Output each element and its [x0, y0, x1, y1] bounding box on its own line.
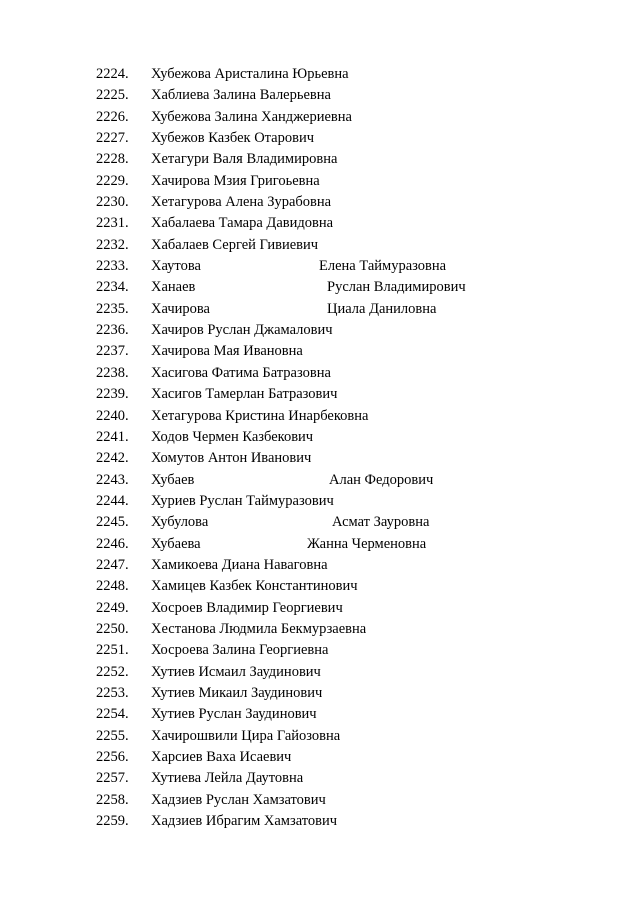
entry-name: Харсиев Ваха Исаевич: [151, 749, 292, 765]
entry-number: 2251.: [96, 642, 129, 659]
entry-name: Хасигов Тамерлан Батразович: [151, 386, 338, 403]
entry-name: Хасигова Фатима Батразовна: [151, 364, 331, 381]
list-item: [0, 363, 640, 384]
entry-name: Хубежова Залина Ханджериевна: [151, 108, 352, 125]
entry-number: 2258.: [96, 791, 129, 808]
list-item: [0, 85, 640, 106]
entry-number: 2248.: [96, 578, 129, 595]
entry-number: 2250.: [96, 620, 129, 637]
list-item: [0, 619, 640, 640]
entry-given-names: Алан Федорович: [329, 471, 434, 488]
list-item: [0, 320, 640, 341]
entry-number: 2244.: [96, 492, 129, 509]
entry-number: 2235.: [96, 300, 129, 317]
entry-given-names: Елена Таймуразовна: [319, 258, 447, 275]
entry-number: 2252.: [96, 663, 129, 680]
entry-name: Хутиева Лейла Даутовна: [151, 770, 304, 787]
list-item: [0, 683, 640, 704]
entry-name: Ханаев: [151, 279, 196, 296]
list-item: [0, 790, 640, 811]
entry-number: 2242.: [96, 450, 129, 467]
entry-number: 2253.: [96, 684, 129, 701]
entry-number: 2224.: [96, 66, 129, 82]
list-item: [0, 811, 640, 832]
entry-name: Хестанова Людмила Бекмурзаевна: [151, 620, 367, 637]
entry-name: Ходов Чермен Казбекович: [151, 428, 314, 445]
entry-name: Хачирова Мая Ивановна: [151, 343, 303, 360]
entry-number: 2243.: [96, 471, 129, 488]
list-item: [0, 277, 640, 298]
entry-number: 2254.: [96, 706, 129, 723]
entry-number: 2232.: [96, 236, 129, 253]
list-item: [0, 171, 640, 192]
entry-number: 2233.: [96, 258, 129, 275]
entry-number: 2240.: [96, 407, 129, 424]
entry-number: 2230.: [96, 194, 129, 211]
list-item: [0, 427, 640, 448]
entry-name: Хаутова: [151, 258, 201, 275]
list-item: [0, 448, 640, 469]
entry-number: 2237.: [96, 343, 129, 360]
list-item: [0, 192, 640, 213]
entry-number: 2255.: [96, 727, 129, 744]
entry-name: Хадзиев Ибрагим Хамзатович: [151, 813, 338, 830]
list-item: [0, 747, 640, 768]
entry-given-names: Циала Даниловна: [327, 300, 437, 317]
entry-name: Хачиров Руслан Джамалович: [151, 322, 333, 339]
list-item: [0, 576, 640, 597]
list-item: [0, 256, 640, 277]
entry-name: Хетагури Валя Владимировна: [151, 151, 338, 168]
list-item: [0, 704, 640, 725]
entry-number: 2257.: [96, 770, 129, 787]
entry-number: 2236.: [96, 322, 129, 339]
entry-name: Хубаев: [151, 471, 195, 488]
list-item: [0, 299, 640, 320]
entry-name: Хосроев Владимир Георгиевич: [151, 599, 343, 616]
entry-name: Хутиев Исмаил Заудинович: [151, 663, 321, 680]
entry-number: 2247.: [96, 556, 129, 573]
entry-name: Хубежова Аристалина Юрьевна: [151, 66, 349, 82]
entry-given-names: Асмат Зауровна: [332, 514, 430, 531]
entry-number: 2226.: [96, 108, 129, 125]
list-item: [0, 128, 640, 149]
list-item: [0, 512, 640, 533]
entry-name: Хабалаев Сергей Гивиевич: [151, 236, 319, 253]
entry-name: Хутиев Микаил Заудинович: [151, 684, 323, 701]
entry-name: Хачирова Мзия Григоьевна: [151, 172, 320, 189]
entry-name: Хаблиева Залина Валерьевна: [151, 87, 331, 104]
entry-number: 2231.: [96, 215, 129, 232]
entry-number: 2234.: [96, 279, 129, 296]
entry-number: 2225.: [96, 87, 129, 104]
list-item: [0, 235, 640, 256]
list-item: [0, 384, 640, 405]
list-item: [0, 149, 640, 170]
entry-number: 2246.: [96, 535, 129, 552]
list-item: [0, 470, 640, 491]
entry-given-names: Жанна Черменовна: [307, 535, 427, 552]
entry-number: 2256.: [96, 749, 129, 765]
entry-name: Хамикоева Диана Наваговна: [151, 556, 328, 573]
entry-name: Хубежов Казбек Отарович: [151, 130, 315, 147]
entry-name: Хуриев Руслан Таймуразович: [151, 492, 334, 509]
entry-number: 2228.: [96, 151, 129, 168]
list-item: [0, 598, 640, 619]
entry-name: Хубаева: [151, 535, 201, 552]
entry-name: Хадзиев Руслан Хамзатович: [151, 791, 326, 808]
list-item: [0, 107, 640, 128]
entry-name: Хомутов Антон Иванович: [151, 450, 312, 467]
list-item: [0, 341, 640, 362]
list-item: [0, 64, 640, 85]
entry-name: Хосроева Залина Георгиевна: [151, 642, 329, 659]
entry-number: 2229.: [96, 172, 129, 189]
entry-number: 2245.: [96, 514, 129, 531]
entry-number: 2249.: [96, 599, 129, 616]
entry-given-names: Руслан Владимирович: [327, 279, 466, 296]
entry-name: Хутиев Руслан Заудинович: [151, 706, 317, 723]
list-item: [0, 406, 640, 427]
entry-name: Хетагурова Алена Зурабовна: [151, 194, 332, 211]
list-item: [0, 768, 640, 789]
entry-name: Хетагурова Кристина Инарбековна: [151, 407, 369, 424]
entry-number: 2239.: [96, 386, 129, 403]
list-item: [0, 726, 640, 747]
entry-number: 2241.: [96, 428, 129, 445]
entry-number: 2259.: [96, 813, 129, 830]
list-item: [0, 213, 640, 234]
entry-name: Хабалаева Тамара Давидовна: [151, 215, 334, 232]
entry-name: Хубулова: [151, 514, 209, 531]
entry-number: 2227.: [96, 130, 129, 147]
list-item: [0, 640, 640, 661]
entry-name: Хамицев Казбек Константинович: [151, 578, 358, 595]
entry-name: Хачирошвили Цира Гайозовна: [151, 727, 341, 744]
list-item: [0, 491, 640, 512]
list-item: [0, 662, 640, 683]
entry-name: Хачирова: [151, 300, 210, 317]
list-item: [0, 534, 640, 555]
list-item: [0, 555, 640, 576]
name-list: [0, 64, 640, 832]
entry-number: 2238.: [96, 364, 129, 381]
